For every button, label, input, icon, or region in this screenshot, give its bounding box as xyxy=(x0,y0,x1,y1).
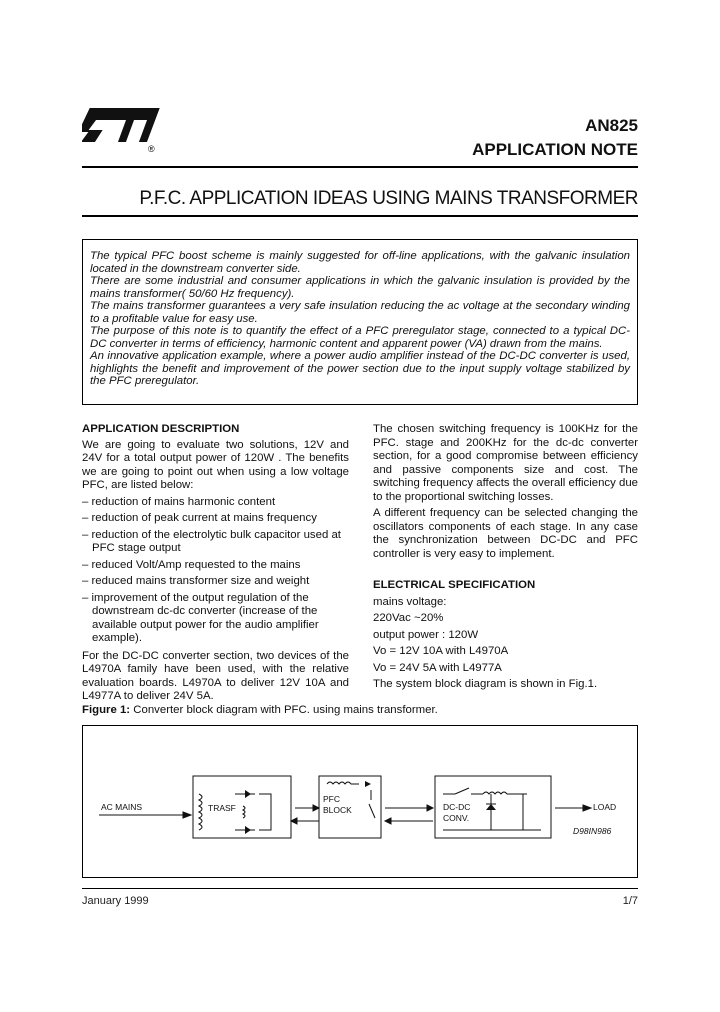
doc-type: APPLICATION NOTE xyxy=(472,140,638,159)
abstract-paragraph: There are some industrial and consumer applications in which the galvanic insulation is provided by the mains transformer( 50/60 Hz frequency). xyxy=(90,275,630,300)
benefit-item: – reduction of mains harmonic content xyxy=(82,495,276,508)
transformer-coil-icon xyxy=(199,794,202,830)
figure-caption xyxy=(82,704,438,716)
abstract-paragraph: The purpose of this note is to quantify the effect of a PFC preregulator stage, connected to a typical DC-DC converter in terms of efficiency, harmonic content and apparent power (VA) drawn from the mains. xyxy=(90,325,630,350)
right-column xyxy=(373,423,638,692)
trasf-label: TRASF xyxy=(208,803,236,813)
ac-mains-label: AC MAINS xyxy=(101,802,143,812)
spec-line: mains voltage: xyxy=(373,595,447,608)
spec-line: output power : 120W xyxy=(373,628,479,641)
conv-label: CONV. xyxy=(443,813,470,823)
benefit-item: – reduced Volt/Amp requested to the mains xyxy=(82,558,301,571)
spec-line: Vo = 24V 5A with L4977A xyxy=(373,661,502,674)
figure-box xyxy=(82,725,638,878)
title-rule xyxy=(82,215,638,217)
figure-code: D98IN986 xyxy=(573,826,612,836)
footer-rule xyxy=(82,888,638,889)
footer-date: January 1999 xyxy=(82,895,149,907)
doc-number: AN825 xyxy=(585,116,638,135)
oscillator-paragraph: A different frequency can be selected changing the oscillators components of each stage. In any case the synchronization between DC-DC and PFC controller is very easy to implement. xyxy=(373,507,638,560)
page-title: P.F.C. APPLICATION IDEAS USING MAINS TRANSFORMER xyxy=(139,188,638,209)
intro-paragraph: We are going to evaluate two solutions, 12V and 24V for a total output power of 120W . The benefits we are going to point out when using a low voltage PFC, are listed below: xyxy=(82,438,349,491)
benefit-item: – improvement of the output regulation of the downstream dc-dc converter (increase of the available output power for the audio amplifier example). xyxy=(82,591,319,644)
abstract-paragraph: An innovative application example, where a power audio amplifier instead of the DC-DC converter is used, highlights the benefit and improvement of the power section due to the input supply voltage stabilized by the PFC preregulator. xyxy=(90,350,630,387)
footer-page: 1/7 xyxy=(622,895,638,907)
section-heading: APPLICATION DESCRIPTION xyxy=(82,423,240,435)
spec-line: The system block diagram is shown in Fig.1. xyxy=(373,678,598,690)
st-logo xyxy=(82,106,162,156)
load-label: LOAD xyxy=(593,802,617,812)
figure-caption-text: Converter block diagram with PFC. using mains transformer. xyxy=(133,704,438,716)
abstract-text xyxy=(90,250,630,388)
benefit-item: – reduction of the electrolytic bulk capacitor used at PFC stage output xyxy=(82,528,341,554)
dcdc-label: DC-DC xyxy=(443,802,471,812)
benefit-item: – reduction of peak current at mains frequency xyxy=(82,512,317,524)
benefit-item: – reduced mains transformer size and weight xyxy=(82,575,310,587)
closing-paragraph: For the DC-DC converter section, two devices of the L4970A family have been used, with the relative evaluation boards. L4970A to deliver 12V 10A and L4977A to deliver 24V 5A. xyxy=(82,649,349,702)
left-column xyxy=(82,423,349,704)
registered-mark: ® xyxy=(148,144,155,154)
spec-heading: ELECTRICAL SPECIFICATION xyxy=(373,579,536,591)
spec-line: Vo = 12V 10A with L4970A xyxy=(373,645,509,657)
block-label: BLOCK xyxy=(323,805,352,815)
abstract-paragraph: The mains transformer guarantees a very safe insulation reducing the ac voltage at the secondary winding to a profitable value for easy use. xyxy=(90,300,630,325)
figure-label: Figure 1: xyxy=(82,704,131,716)
spec-line: 220Vac ~20% xyxy=(373,612,444,624)
frequency-paragraph: The chosen switching frequency is 100KHz for the PFC. stage and 200KHz for the dc-dc converter section, for a good compromise between efficiency and passive components size and cost. The switching frequency affects the overall efficiency due to the proportional switching losses. xyxy=(373,423,638,503)
pfc-label: PFC xyxy=(323,794,340,804)
abstract-paragraph: The typical PFC boost scheme is mainly suggested for off-line applications, with the galvanic insulation located in the downstream converter side. xyxy=(90,250,630,275)
block-diagram xyxy=(83,726,637,877)
header-rule xyxy=(82,166,638,168)
